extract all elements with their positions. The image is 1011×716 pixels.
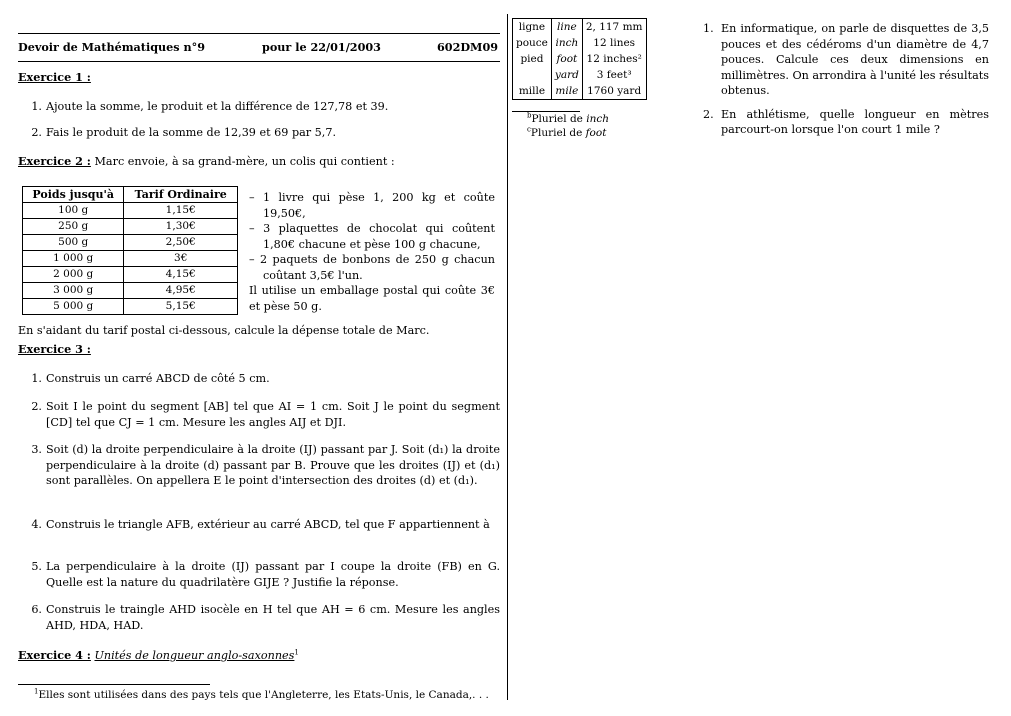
table-header: Tarif Ordinaire [124,187,238,203]
postal-rate-table [22,186,238,315]
unit-value: 1760 yard [582,83,646,100]
exercise-2-intro: Marc envoie, à sa grand-mère, un colis qui contient : [94,155,395,168]
list-item: 2. Soit I le point du segment [AB] tel que AI = 1 cm. Soit J le point du segment [CD] tel que CJ = 1 cm. Mesure les angles AIJ et DJI. [31,400,500,429]
weight-cell: 3 000 g [23,283,124,299]
weight-cell: 2 000 g [23,267,124,283]
unit-value: 2, 117 mm [582,19,646,36]
exercise-2-title: Exercice 2 : [18,154,91,168]
exercise-2-question: En s'aidant du tarif postal ci-dessous, calcule la dépense totale de Marc. [18,324,430,337]
unit-fr: ligne [513,19,552,36]
price-cell: 4,15€ [124,267,238,283]
table-row [23,251,238,267]
parcel-contents [249,190,495,314]
table-row [23,203,238,219]
units-table [512,18,647,100]
price-cell: 3€ [124,251,238,267]
list-item: – 1 livre qui pèse 1, 200 kg et coûte 19,50€, [249,191,495,220]
weight-cell: 1 000 g [23,251,124,267]
list-item: 4. Construis le triangle AFB, extérieur au carré ABCD, tel que F appartiennent à [31,518,490,531]
unit-en: yard [551,67,582,83]
packaging-text: Il utilise un emballage postal qui coûte 3€ et pèse 50 g. [249,284,495,313]
weight-cell: 100 g [23,203,124,219]
exercise-4-heading [18,648,299,664]
exercise-1-title: Exercice 1 : [18,70,91,84]
list-item: – 2 paquets de bonbons de 250 g chacun coûtant 3,5€ l'un. [249,253,495,282]
unit-value: 3 feet³ [582,67,646,83]
exercise-4-title: Exercice 4 : [18,648,91,662]
weight-cell: 500 g [23,235,124,251]
table-row [513,19,647,36]
exercise-2-heading [18,154,500,170]
footnote [34,688,489,704]
column-divider [507,14,508,700]
unit-en: inch [551,35,582,51]
table-row [23,299,238,315]
unit-en: line [551,19,582,36]
table-row [513,35,647,51]
unit-value: 12 lines [582,35,646,51]
unit-fr: pouce [513,35,552,51]
unit-fr: pied [513,51,552,67]
footnote-mark: 1 [294,648,299,657]
exercise-4-subtitle: Unités de longueur anglo-saxonnes [94,649,295,662]
unit-fr: mille [513,83,552,100]
list-item: 3. Soit (d) la droite perpendiculaire à la droite (IJ) passant par J. Soit (d₁) la droite perpendiculaire à la droite (d) passant par B. Prouve que les droites (IJ) et (d₁) sont parallèles. On appellera E le point d'intersection des droites (d) et (d₁). [31,443,500,487]
table-row [23,283,238,299]
table-row [513,83,647,100]
unit-fr [513,67,552,83]
weight-cell: 5 000 g [23,299,124,315]
units-notes [527,112,609,140]
price-cell: 2,50€ [124,235,238,251]
list-item: 2. En athlétisme, quelle longueur en mètres parcourt-on lorsque l'on court 1 mile ? [703,107,989,136]
weight-cell: 250 g [23,219,124,235]
note: $^b$Pluriel de inch [527,111,609,125]
list-item: 2. Fais le produit de la somme de 12,39 et 69 par 5,7. [31,126,337,139]
footnote-rule [18,684,210,685]
price-cell: 4,95€ [124,283,238,299]
list-item: 1. En informatique, on parle de disquettes de 3,5 pouces et des cédéroms d'un diamètre de 4,7 pouces. Calcule ces deux dimensions en millimètres. On arrondira à l'unité les résultats obtenus. [703,22,989,97]
footnote-text: Elles sont utilisées dans des pays tels que l'Angleterre, les Etats-Unis, le Canada,. . . [38,689,489,701]
price-cell: 1,15€ [124,203,238,219]
assignment-title: Devoir de Mathématiques n°9 [18,40,205,54]
table-row [23,235,238,251]
price-cell: 5,15€ [124,299,238,315]
table-row [513,51,647,67]
list-item: 1. Ajoute la somme, le produit et la différence de 127,78 et 39. [31,100,389,113]
due-date: pour le 22/01/2003 [262,40,381,54]
exercise-3-title: Exercice 3 : [18,342,91,356]
footnote-mark: 1 [34,687,39,696]
table-header: Poids jusqu'à [23,187,124,203]
list-item: 6. Construis le traingle AHD isocèle en H tel que AH = 6 cm. Mesure les angles AHD, HDA, HAD. [31,603,500,632]
exercise-4-list [703,21,989,138]
note: $^c$Pluriel de foot [527,125,607,139]
list-item: 5. La perpendiculaire à la droite (IJ) passant par I coupe la droite (FB) en G. Quelle est la nature du quadrilatère GIJE ? Justifie la réponse. [31,560,500,589]
unit-en: mile [551,83,582,100]
unit-en: foot [551,51,582,67]
price-cell: 1,30€ [124,219,238,235]
header-top-rule [18,33,500,34]
class-code: 602DM09 [437,40,499,54]
unit-value: 12 inches² [582,51,646,67]
list-item: 1. Construis un carré ABCD de côté 5 cm. [31,372,270,385]
header-bottom-rule [18,61,500,62]
table-row [23,219,238,235]
table-row [513,67,647,83]
list-item: – 3 plaquettes de chocolat qui coûtent 1,80€ chacune et pèse 100 g chacune, [249,222,495,251]
table-row [23,267,238,283]
